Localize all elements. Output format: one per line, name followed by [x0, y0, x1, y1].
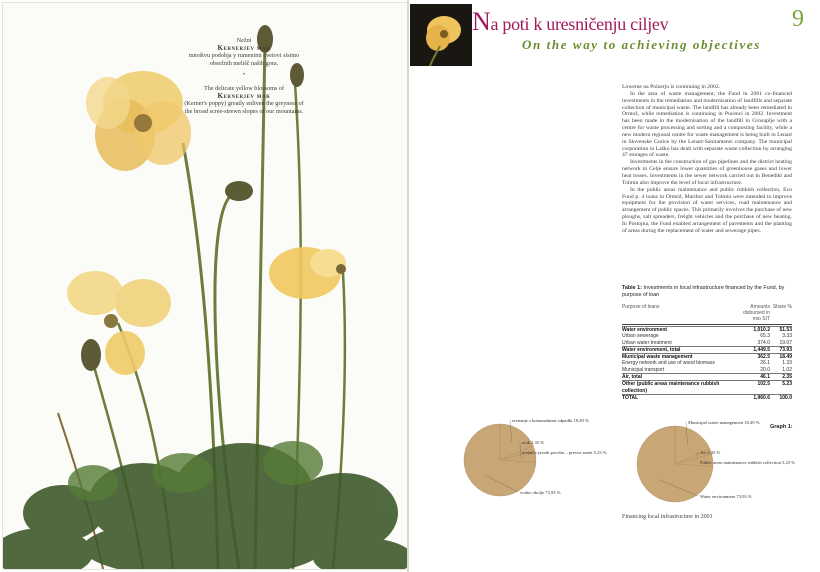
caption-slovenian-line1: Nežni: [236, 37, 252, 44]
table-cell-purpose: Other (public areas maintenance rubbish collection): [622, 381, 720, 394]
body-paragraph: Investments in the construction of gas pipelines and the district heating network in Celje ensure lower quantities of greenhouse gases and lower heat losses. Investments in the sewer network carried out in Benedikt and Tolmin also improve the level of local infrastructure.: [622, 159, 792, 186]
caption-english-text: (Kerner's poppy) greatly enliven the greyness of the broad scree-strewn slopes of our mountains.: [184, 100, 304, 115]
table-cell-amount: 102.5: [757, 381, 770, 388]
table-body: [622, 326, 792, 401]
page-number: 9: [792, 6, 804, 32]
table-cell-amount: 362.5: [757, 354, 770, 361]
page-subtitle: On the way to achieving objectives: [522, 37, 761, 52]
table-row: [622, 353, 792, 360]
page-gutter: [407, 0, 409, 572]
plant-caption: [183, 37, 305, 115]
pie-charts: [460, 412, 810, 512]
table-cell-amount: 65.3: [760, 333, 770, 340]
right-page: [410, 2, 818, 568]
table-row: [622, 394, 792, 401]
table-cell-purpose: Urban water treatment: [622, 339, 672, 346]
table-cell-purpose: Water environment, total: [622, 346, 681, 353]
table-row: [622, 340, 792, 346]
table-cell-share: 1.02: [782, 366, 792, 373]
pie-charts-svg: [460, 412, 810, 512]
table-cell-amount: 374.0: [757, 339, 770, 346]
page-title-initial: N: [472, 7, 491, 36]
caption-slovenian-title: Kernerjev mak: [217, 43, 271, 52]
table-cell-share: 3.33: [782, 333, 792, 340]
table-header-share: Share %: [772, 304, 792, 310]
left-page-photo: [2, 2, 408, 570]
table-cell-share: 19.07: [779, 339, 792, 346]
table-cell-amount: 1,449.5: [753, 346, 770, 353]
table-cell-purpose: Municipal transport: [622, 366, 665, 373]
table-cell-amount: 26.1: [760, 360, 770, 367]
table-cell-amount: 46.1: [760, 374, 770, 381]
table-row: [622, 380, 792, 394]
table-header-amount: Amounts disbursed in mio SIT: [743, 304, 770, 322]
table-cell-amount: 1,960.6: [753, 394, 770, 401]
caption-english-line1: The delicate yellow blossoms of: [203, 84, 285, 92]
pie-label: Municipal waste management 18,49 %: [688, 420, 760, 425]
table-row: [622, 367, 792, 373]
table-row: [622, 373, 792, 380]
table-cell-purpose: Municipal waste management: [622, 354, 693, 361]
pie-label: Water environment 73,93 %: [700, 494, 752, 499]
table-cell-share: 100.0: [779, 394, 792, 401]
page-title-rest: a poti k uresničenju ciljev: [490, 14, 669, 34]
pie-label: Air 2,35 %: [700, 450, 721, 455]
table-cell-share: 5.23: [782, 381, 792, 388]
table-cell-share: 51.53: [779, 327, 792, 333]
graph-title: Graph 1:: [770, 424, 793, 430]
body-text: [622, 84, 792, 235]
table-header-row: [622, 304, 792, 325]
table-cell-purpose: Water environment: [622, 327, 668, 333]
body-paragraph: Loweme na Polzerju is continuing in 2002.: [622, 84, 721, 90]
caption-bullet: •: [242, 72, 246, 79]
caption-slovenian-text: mnoštvu podobja y rumenimi cvetovi sisimo obsežnih melišč naših gora.: [188, 52, 300, 67]
pie-label: Public areas maintenance rubbish collection 5,23 %: [700, 460, 796, 465]
body-paragraph: In the area of waste management, the Fund in 2001 co-financed investments in the remediation and modernisation of landfills and separate collection of municipal waste. The landfill has already been remediated in Ormož, while remediation is continuing in Pucenci in 2002. Investment has been made in the modernisation of the landfill in Grosuplje with a centre for waste processing and sorting and a composting facility, while a new modern regional centre for waste management is being built in Lenart in Slovenske Gorice by the Lenart-Sanitaments company. The municipal corporation in Laško has dealt with separate waste collection by arranging 47 storages of waste.: [622, 90, 792, 159]
table-header-purpose: Purpose of loans: [622, 304, 660, 310]
table-caption: [622, 285, 792, 298]
pie-label: vodno okolje 73,93 %: [520, 490, 561, 495]
table-cell-share: 18.49: [779, 354, 792, 361]
table-caption-text: Investments in local infrastructure financed by the Fund, by purpose of loan: [622, 285, 785, 298]
pie-label: ravnanje s komunalnimi odpadki 18,49 %: [512, 418, 589, 423]
table-cell-purpose: Air, total: [622, 374, 643, 381]
pie-label: zrak 2,35 %: [522, 440, 545, 445]
pie-label: urejanje javnih površin – prevoz smeti 5,23 %: [522, 450, 607, 455]
chart-footer-caption: Financing local infrastructure in 2001: [622, 514, 713, 520]
investments-table: [622, 304, 792, 401]
table-cell-share: 73.93: [779, 346, 792, 353]
table-cell-purpose: Urban sewerage: [622, 333, 659, 340]
table-cell-amount: 20.0: [760, 366, 770, 373]
table-label: Table 1:: [622, 285, 642, 291]
caption-english-title: Kernerjev mak: [217, 91, 271, 100]
table-cell-purpose: TOTAL: [622, 394, 639, 401]
table-row: [622, 346, 792, 353]
page-title: [472, 7, 668, 37]
table-cell-amount: 1,010.2: [753, 327, 770, 333]
table-row: [622, 326, 792, 333]
header-poppy-thumbnail: [410, 4, 472, 66]
table-cell-share: 1.33: [782, 360, 792, 367]
table-cell-share: 2.35: [782, 374, 792, 381]
body-paragraph: In the public areas maintenance and public rubbish collection, Eco Fund p. 4 loans in Ormož, Maribor and Tolmin were intended to improve equipment for the provision of water services, road maintenance and arrangement of public spaces. This primarily involves the purchase of new ploughs, salt spreaders, freight vehicles and the purchase of new heating. In Postojna, the Fund enabled arrangement of pavements and the planting of areas during the replacement of water and sewerage pipes.: [622, 186, 792, 234]
table-cell-purpose: Energy network and use of wood biomass: [622, 360, 715, 367]
